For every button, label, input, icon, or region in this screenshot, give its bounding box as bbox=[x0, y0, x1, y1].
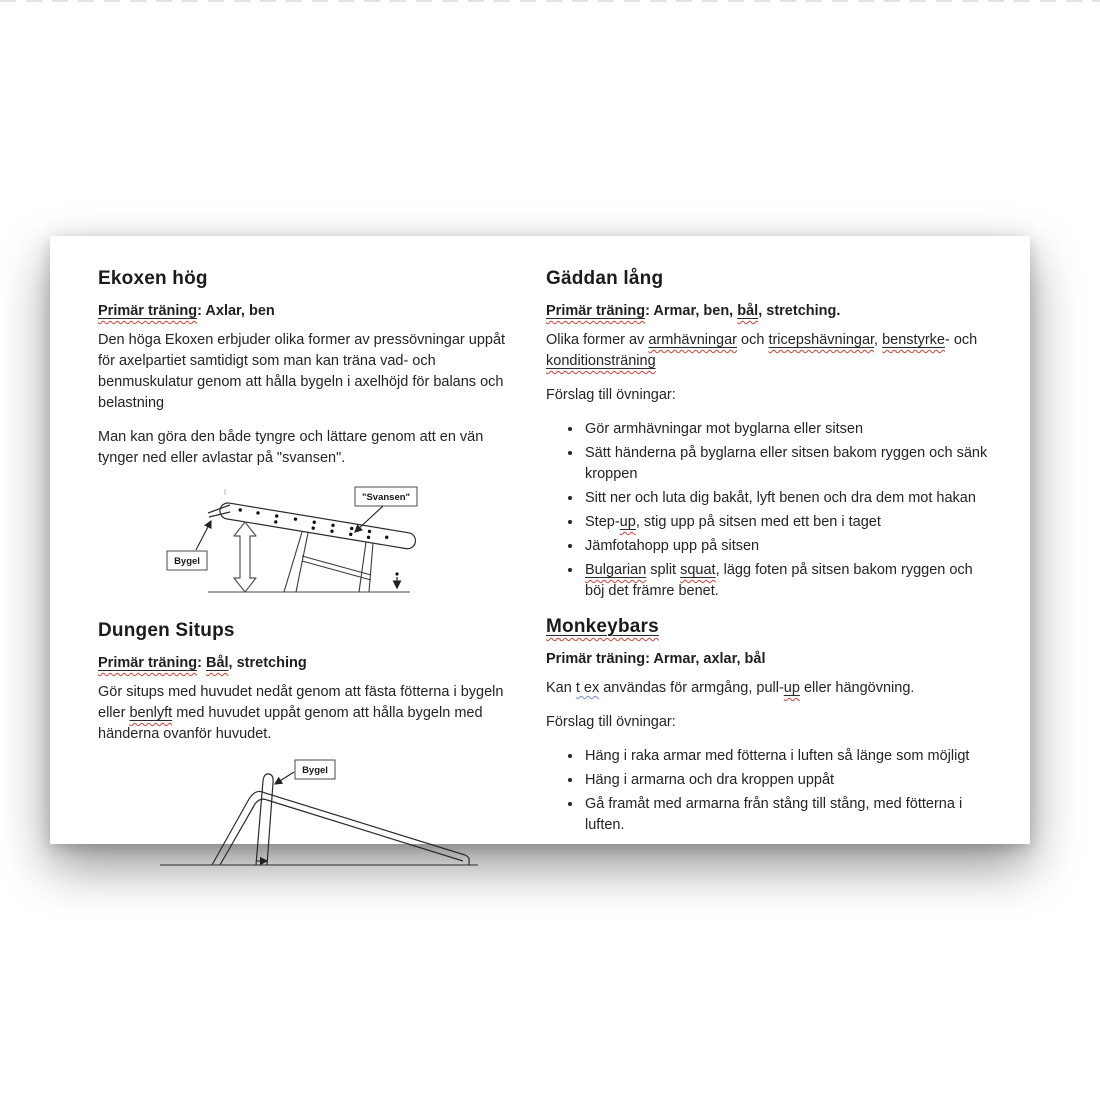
bygel-label-box bbox=[275, 760, 335, 784]
list-item: • Jämfotahopp upp på sitsen bbox=[583, 536, 994, 557]
svg-text:Bygel: Bygel bbox=[302, 765, 328, 776]
bygel-tube bbox=[256, 774, 273, 865]
monkeybars-bullet-list bbox=[546, 746, 994, 836]
bygel-arrow bbox=[275, 772, 294, 784]
dungen-primar-line: Primär träning: Bål, stretching bbox=[98, 655, 307, 671]
monkeybars-paragraph: Kan t ex användas för armgång, pull-up eller hängövning. bbox=[546, 680, 915, 696]
monkeybars-forslag-line: Förslag till övningar: bbox=[546, 714, 676, 730]
section-title-ekoxen: Ekoxen hög bbox=[98, 268, 208, 289]
gaddan-paragraph: Olika former av armhävningar och tricepshävningar, benstyrke- och konditionsträning bbox=[546, 332, 978, 369]
bygel-arrow bbox=[196, 521, 211, 550]
ekoxen-figure bbox=[150, 482, 420, 604]
list-item: • Sitt ner och luta dig bakåt, lyft benen och dra dem mot hakan bbox=[583, 488, 994, 509]
list-item: • Gå framåt med armarna från stång till stång, med fötterna i luften. bbox=[583, 794, 994, 836]
section-title-gaddan: Gäddan lång bbox=[546, 268, 664, 289]
svg-text:Bygel: Bygel bbox=[174, 556, 200, 567]
list-item: • Step-up, stig upp på sitsen med ett ben i taget bbox=[583, 512, 994, 533]
right-column bbox=[546, 268, 994, 844]
list-item: • Bulgarian split squat, lägg foten på sitsen bakom ryggen och böj det främre benet. bbox=[583, 560, 994, 602]
document-page bbox=[50, 236, 1030, 844]
section-title-dungen: Dungen Situps bbox=[98, 620, 235, 641]
ekoxen-primar-line: Primär träning: Axlar, ben bbox=[98, 303, 275, 319]
ground-anchor-mark bbox=[395, 572, 398, 588]
list-item: • Häng i raka armar med fötterna i luften så länge som möjligt bbox=[583, 746, 994, 767]
list-item: • Gör armhävningar mot byglarna eller sitsen bbox=[583, 419, 994, 440]
section-title-monkeybars: Monkeybars bbox=[546, 616, 659, 637]
left-column bbox=[98, 268, 516, 844]
height-adjust-arrow bbox=[234, 522, 256, 592]
dungen-figure bbox=[160, 758, 480, 872]
svg-text:"Svansen": "Svansen" bbox=[361, 492, 411, 503]
list-item: • Häng i armarna och dra kroppen uppåt bbox=[583, 770, 994, 791]
list-item: • Sätt händerna på byglarna eller sitsen bakom ryggen och sänk kroppen bbox=[583, 443, 994, 485]
ekoxen-paragraph-2: Man kan göra den både tyngre och lättare genom att en vän tynger ned eller avlastar på "svansen". bbox=[98, 429, 484, 466]
gaddan-bullet-list bbox=[546, 419, 994, 602]
top-edge-artifact bbox=[0, 0, 1100, 2]
bygel-label-box bbox=[167, 521, 211, 570]
monkeybars-primar-line: Primär träning: Armar, axlar, bål bbox=[546, 651, 766, 667]
situp-frame bbox=[212, 791, 469, 865]
gaddan-primar-line: Primär träning: Armar, ben, bål, stretching. bbox=[546, 303, 841, 319]
dungen-paragraph: Gör situps med huvudet nedåt genom att fästa fötterna i bygeln eller benlyft med huvudet uppåt genom att hålla bygeln med händerna ovanför huvudet. bbox=[98, 684, 504, 742]
gaddan-forslag-line: Förslag till övningar: bbox=[546, 387, 676, 403]
ekoxen-paragraph-1: Den höga Ekoxen erbjuder olika former av pressövningar uppåt för axelpartiet samtidigt som man kan träna vad- och benmuskulatur genom att hålla bygeln i axelhöjd för balans och belastning bbox=[98, 332, 506, 411]
